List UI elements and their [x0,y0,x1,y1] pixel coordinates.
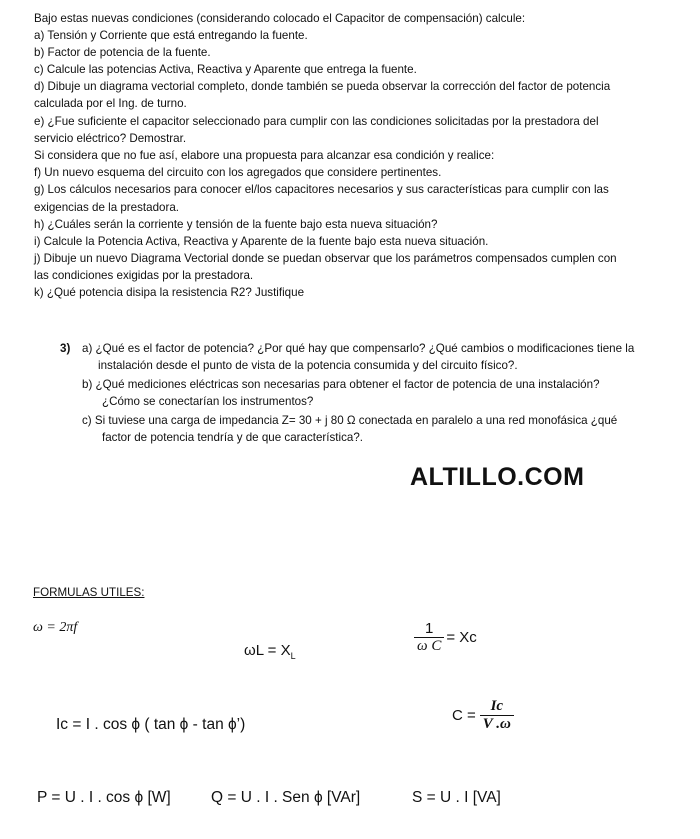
question-number: 3) [60,342,71,355]
item-i: i) Calcule la Potencia Activa, Reactiva y Aparente de la fuente bajo esta nueva situación. [34,235,489,248]
q3-c-line2: factor de potencia tendría y de que característica?. [102,431,364,444]
item-g: g) Los cálculos necesarios para conocer el/los capacitores necesarios y sus características para cumplir con las [34,183,609,196]
xc-rhs: = Xc [446,629,477,646]
xc-numerator: 1 [425,620,434,637]
item-b: b) Factor de potencia de la fuente. [34,46,211,59]
brand-watermark: ALTILLO.COM [410,463,585,491]
intro-line: Bajo estas nuevas condiciones (considerando colocado el Capacitor de compensación) calcule: [34,12,526,25]
c-lhs: C = [452,707,476,724]
item-g-cont: exigencias de la prestadora. [34,201,180,214]
item-h: h) ¿Cuáles serán la corriente y tensión de la fuente bajo esta nueva situación? [34,218,438,231]
item-f: f) Un nuevo esquema del circuito con los agregados que considere pertinentes. [34,166,442,179]
q3-a-line2: instalación desde el punto de vista de la potencia consumida y del circuito físico?. [98,359,518,372]
capacitance-formula [452,698,514,733]
xc-denominator: ω C [417,638,442,654]
inductive-reactance-formula [244,642,296,661]
c-denominator: V .ω [482,716,511,732]
reactive-power-formula: Q = U . I . Sen ϕ [VAr] [211,789,361,806]
capacitive-reactance-formula [414,620,477,655]
active-power-formula: P = U . I . cos ϕ [W] [37,789,171,806]
item-k: k) ¿Qué potencia disipa la resistencia R2? Justifique [34,286,305,299]
q3-a-line1: a) ¿Qué es el factor de potencia? ¿Por qué hay que compensarlo? ¿Qué cambios o modificaciones tiene la [82,342,635,355]
item-d: d) Dibuje un diagrama vectorial completo, donde también se pueda observar la corrección del factor de potencia [34,80,611,93]
ic-formula: Ic = I . cos ϕ ( tan ϕ - tan ϕ’) [56,716,246,733]
c-numerator: Ic [490,698,504,714]
item-a: a) Tensión y Corriente que está entregando la fuente. [34,29,308,42]
formulas-heading: FORMULAS UTILES: [33,586,145,599]
xl-text: ωL = X [244,642,291,659]
item-e-cont: servicio eléctrico? Demostrar. [34,132,187,145]
item-d-cont: calculada por el Ing. de turno. [34,97,187,110]
q3-b-line2: ¿Cómo se conectarían los instrumentos? [102,395,314,408]
q3-c-line1: c) Si tuviese una carga de impedancia Z= 30 + j 80 Ω conectada en paralelo a una red monofásica ¿qué [82,414,618,427]
item-j-cont: las condiciones exigidas por la prestadora. [34,269,254,282]
omega-formula: ω = 2πf [33,620,78,635]
q3-b-line1: b) ¿Qué mediciones eléctricas son necesarias para obtener el factor de potencia de una instalación? [82,378,600,391]
item-c: c) Calcule las potencias Activa, Reactiva y Aparente que entrega la fuente. [34,63,417,76]
apparent-power-formula: S = U . I [VA] [412,789,501,806]
xl-subscript: L [290,651,296,661]
item-j: j) Dibuje un nuevo Diagrama Vectorial donde se puedan observar que los parámetros compensados cumplen con [34,252,617,265]
proposal-line: Si considera que no fue así, elabore una propuesta para alcanzar esa condición y realice: [34,149,495,162]
item-e: e) ¿Fue suficiente el capacitor seleccionado para cumplir con las condiciones solicitadas por la prestadora del [34,115,599,128]
